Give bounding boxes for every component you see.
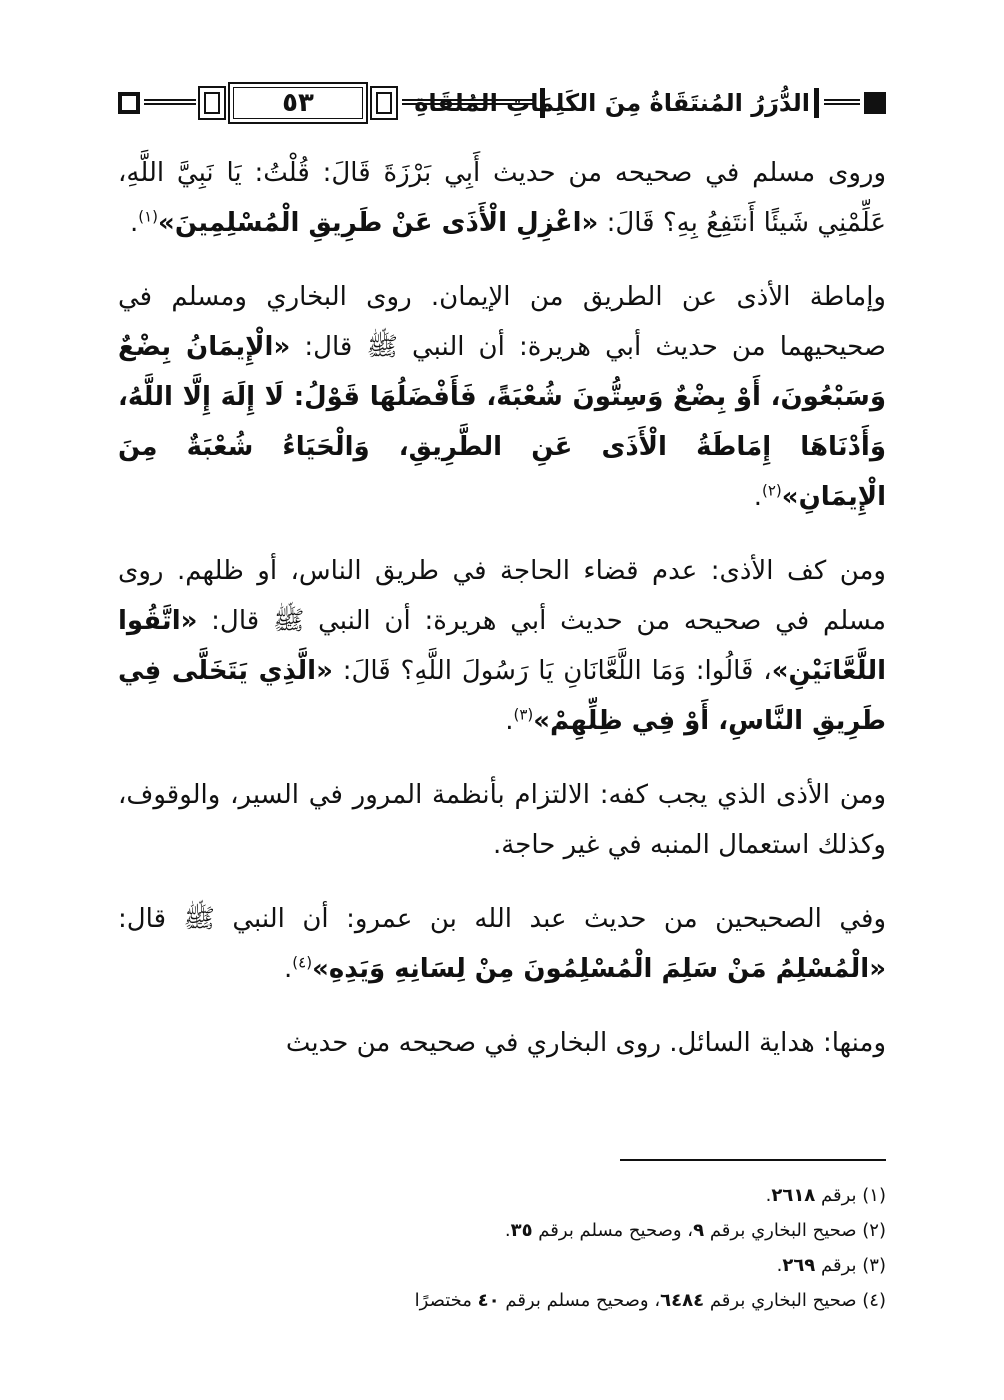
paragraph-text: وفي الصحيحين من حديث عبد الله بن عمرو: أن النبي ﷺ قال: [118,904,886,934]
paragraph-text: ، قَالُوا: وَمَا اللَّعَّانَانِ يَا رَسُولَ اللَّهِ؟ قَالَ: [332,656,772,686]
footnote-number: ٦٤٨٤ [660,1290,705,1311]
paragraph-text: ومن الأذى الذي يجب كفه: الالتزام بأنظمة المرور في السير، والوقوف، وكذلك استعمال المنبه في غير حاجة. [118,780,886,860]
paragraph-text: . [129,208,139,238]
footnote [118,1178,886,1213]
footnote-ref: (٣) [513,705,534,724]
footnote-text: . [776,1255,783,1276]
knot-ornament-icon [198,86,226,120]
footnote-text: . [765,1185,772,1206]
hadith-quote: «الَّذِي يَتَخَلَّى فِي طَرِيقِ النَّاسِ، أَوْ فِي ظِلِّهِمْ» [118,656,886,736]
footnote-number: ٩ [693,1220,705,1241]
footnotes [118,1178,886,1318]
footnote [118,1283,886,1318]
footnote-mark: (٣) [862,1255,886,1276]
footnote-text: مختصرًا [414,1290,478,1311]
body-text [118,148,886,1092]
page-number: ٥٣ [282,88,314,118]
paragraph-text: وإماطة الأذى عن الطريق من الإيمان. روى البخاري ومسلم في صحيحيهما من حديث أبي هريرة: أن النبي ﷺ قال: [118,282,886,362]
paragraph [118,894,886,994]
footnote-text: برقم [815,1185,863,1206]
footnote-text: صحيح البخاري برقم [704,1220,863,1241]
hadith-quote: «الْمُسْلِمُ مَنْ سَلِمَ الْمُسْلِمُونَ مِنْ لِسَانِهِ وَيَدِهِ» [312,954,886,984]
footnote-mark: (٢) [862,1220,886,1241]
page-header [118,82,886,128]
footnote-number: ٣٥ [510,1220,533,1241]
footnote-mark: (٤) [862,1290,886,1311]
footnote-text: ، وصحيح مسلم برقم [532,1220,694,1241]
footnote-number: ٢٦١٨ [771,1185,816,1206]
paragraph [118,148,886,248]
footnote [118,1213,886,1248]
footnote-ref: (١) [138,207,159,226]
footnote-mark: (١) [862,1185,886,1206]
paragraph-text: وروى مسلم في صحيحه من حديث أَبِي بَرْزَةَ قَالَ: قُلْتُ: يَا نَبِيَّ اللَّهِ، عَلِّمْنِي شَيئًا أَنتَفِعُ بِهِ؟ قَالَ: [118,158,886,238]
paragraph-text: ومنها: هداية السائل. روى البخاري في صحيحه من حديث [285,1028,886,1058]
hadith-quote: «اتَّقُوا اللَّعَّانَيْنِ» [118,606,886,686]
page-number-frame [198,82,398,124]
footnote-text: برقم [815,1255,863,1276]
knot-ornament-icon [370,86,398,120]
paragraph-text: ومن كف الأذى: عدم قضاء الحاجة في طريق الناس، أو ظلهم. روى مسلم في صحيحه من حديث أبي هريرة: أن النبي ﷺ قال: [118,556,886,636]
paragraph [118,1018,886,1068]
footnote-text: ، وصحيح مسلم برقم [499,1290,661,1311]
footnote-number: ٤٠ [477,1290,500,1311]
page-number-box [228,82,368,124]
footnote-text: صحيح البخاري برقم [704,1290,863,1311]
paragraph-text: . [753,482,762,512]
footnote-number: ٢٦٩ [782,1255,816,1276]
hadith-quote: «الْإِيمَانُ بِضْعٌ وَسَبْعُونَ، أَوْ بِضْعٌ وَسِتُّونَ شُعْبَةً، فَأَفْضَلُهَا قَوْلُ: لَا إِلَهَ إِلَّا اللَّهُ، وَأَدْنَاهَا إِمَاطَةُ الْأَذَى عَنِ الطَّرِيقِ، وَالْحَيَاءُ شُعْبَةٌ مِنَ الْإِيمَانِ» [118,332,886,512]
hadith-quote: «اعْزِلِ الْأَذَى عَنْ طَرِيقِ الْمُسْلِمِينَ» [158,208,599,238]
header-rule [144,99,196,105]
paragraph-text: . [505,706,514,736]
header-rule [824,99,860,105]
footnote-text: . [504,1220,511,1241]
footnote-ref: (٢) [762,481,782,500]
paragraph [118,770,886,870]
header-bar [814,88,819,118]
header-ornament-square-outline [118,92,140,114]
footnote [118,1248,886,1283]
footnote-separator [620,1159,886,1161]
paragraph-text: . [284,954,293,984]
footnote-ref: (٤) [292,953,313,972]
paragraph [118,546,886,746]
paragraph [118,272,886,522]
header-ornament-square-filled [864,92,886,114]
running-title: الدُّرَرُ المُنتَقَاةُ مِنَ الكَلِمَاتِ المُلقَاةِ [414,89,810,117]
